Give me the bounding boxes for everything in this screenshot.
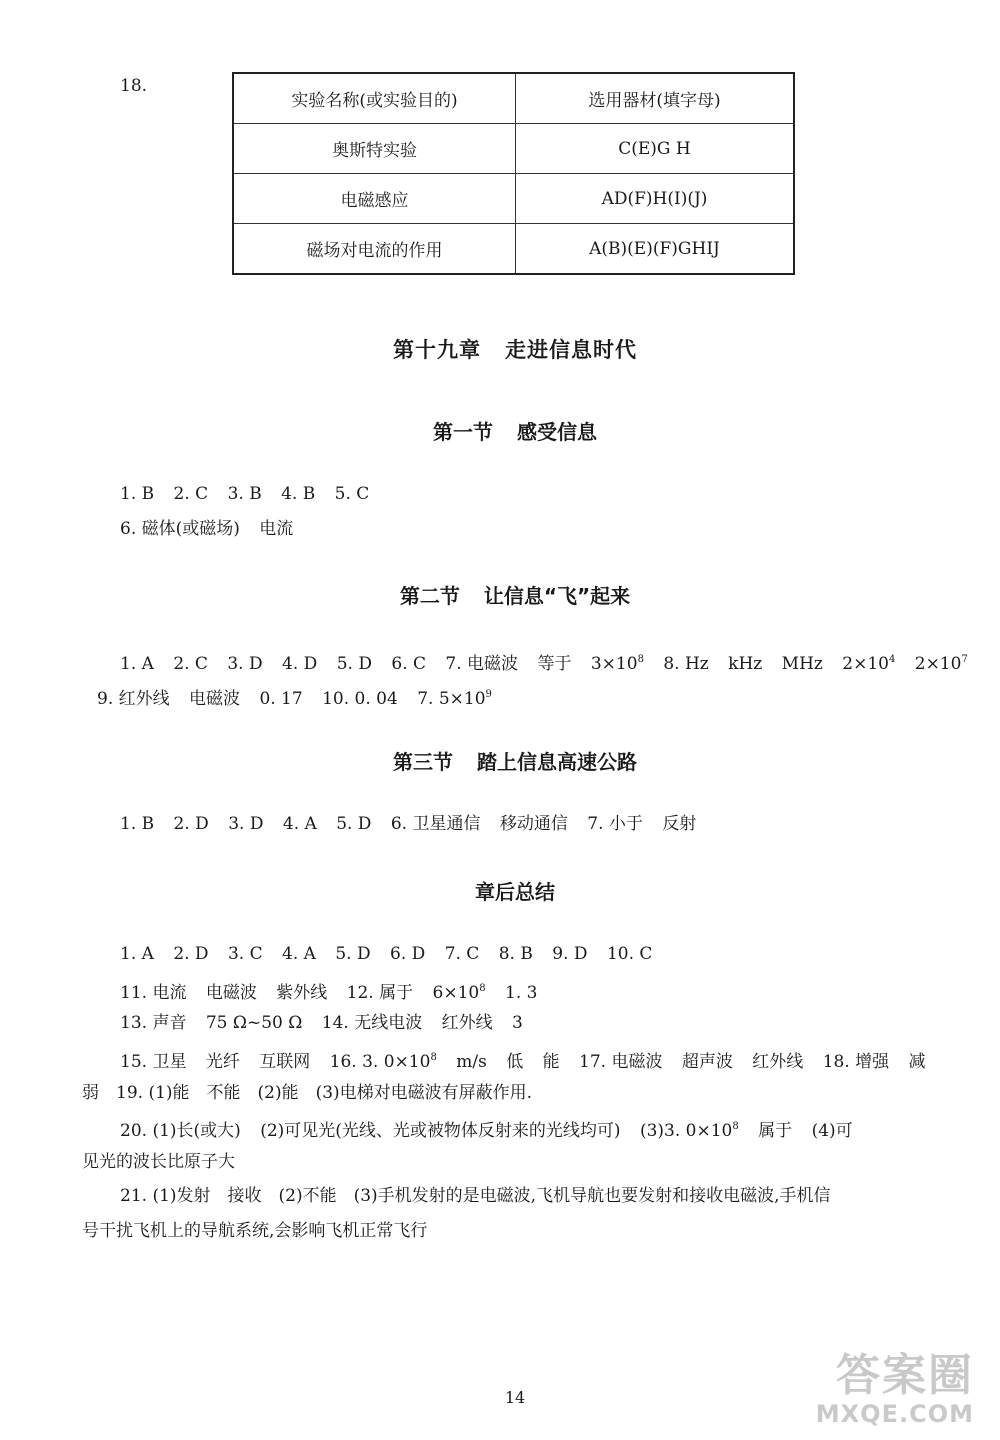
answer: 减	[908, 1052, 926, 1072]
answer: 7. 小于	[587, 814, 643, 834]
answer: 15. 卫星	[120, 1052, 187, 1072]
answer: 0. 17	[259, 689, 303, 709]
answer: 1. 3	[505, 983, 538, 1003]
table-row	[233, 174, 794, 224]
answer-line	[120, 977, 537, 1005]
watermark-text: 答案圈	[836, 1350, 974, 1401]
section-number: 第三节	[393, 750, 453, 774]
answer: 3. D	[228, 814, 264, 834]
answer-line	[120, 1115, 853, 1143]
answer: 低	[506, 1052, 524, 1072]
answer: 电流	[259, 519, 294, 539]
exponent: 9	[485, 689, 492, 700]
section-name: 踏上信息高速公路	[477, 750, 637, 774]
section-3-title	[0, 746, 1000, 775]
table-cell: C(E)G H	[516, 124, 795, 174]
section-number: 第一节	[433, 420, 493, 444]
answer: 4. D	[282, 654, 318, 674]
answer: 3. C	[227, 944, 263, 964]
answer-line	[120, 942, 652, 966]
answer: 3. D	[227, 654, 263, 674]
answer	[417, 689, 492, 709]
base: (3)3. 0×10	[639, 1121, 733, 1141]
answer: 2. C	[173, 654, 208, 674]
answer: 4. B	[281, 484, 316, 504]
answer-line	[120, 1011, 523, 1035]
answer: 7. 电磁波	[445, 654, 519, 674]
page-number: 14	[504, 1388, 526, 1407]
base: 3×10	[590, 654, 638, 674]
answer: 5. D	[336, 654, 372, 674]
answer: 2. C	[173, 484, 209, 504]
chapter-number: 第十九章	[393, 338, 481, 362]
answer: 9. 红外线	[97, 689, 170, 709]
table-header-cell: 选用器材(填字母)	[516, 73, 795, 124]
answer: 超声波	[681, 1052, 733, 1072]
answer: 4. A	[282, 944, 316, 964]
base: 16. 3. 0×10	[329, 1052, 431, 1072]
answer	[915, 654, 968, 674]
section-name: 让信息“飞”起来	[483, 584, 631, 608]
answer: 12. 属于	[346, 983, 414, 1003]
answer: 电磁波	[189, 689, 241, 709]
answer-line	[97, 683, 492, 711]
answer: (2)可见光(光线、光或被物体反射来的光线均可)	[260, 1121, 621, 1141]
answer	[842, 654, 895, 674]
exponent: 8	[479, 983, 486, 994]
answer: 1. A	[120, 654, 154, 674]
section-1-title	[0, 416, 1000, 445]
answer: 1. A	[120, 944, 154, 964]
answer: m/s	[456, 1052, 487, 1072]
answer: 属于	[758, 1121, 793, 1141]
table-header-row	[233, 73, 794, 124]
answer: 75 Ω~50 Ω	[205, 1013, 303, 1033]
exponent: 8	[732, 1121, 739, 1132]
answer-line: 号干扰飞机上的导航系统,会影响飞机正常飞行	[82, 1221, 428, 1241]
exponent: 4	[888, 654, 896, 665]
answer: 2. D	[173, 944, 209, 964]
answer: 反射	[662, 814, 697, 834]
answer: 能	[542, 1052, 560, 1072]
answer: 紫外线	[276, 983, 328, 1003]
answer: 6. 卫星通信	[390, 814, 481, 834]
answer: 6. 磁体(或磁场)	[120, 519, 240, 539]
answer	[330, 1052, 437, 1072]
answer: 10. 0. 04	[322, 689, 398, 709]
answer: 3. B	[227, 484, 262, 504]
answer-line	[120, 517, 293, 541]
answer: (4)可	[811, 1121, 853, 1141]
answer: 6. C	[391, 654, 427, 674]
answer	[591, 654, 644, 674]
answer: 1. B	[120, 814, 155, 834]
answer: 红外线	[752, 1052, 804, 1072]
answer: 红外线	[441, 1013, 493, 1033]
answer: 7. C	[444, 944, 480, 964]
chapter-title	[0, 334, 1000, 364]
base: 7. 5×10	[417, 689, 486, 709]
answer: 2. D	[173, 814, 209, 834]
base: 2×10	[842, 654, 889, 674]
answer: 互联网	[259, 1052, 311, 1072]
answer: 20. (1)长(或大)	[120, 1121, 241, 1141]
watermark-logo	[816, 1352, 974, 1428]
answer: MHz	[781, 654, 823, 674]
answer: 1. B	[120, 484, 155, 504]
answer: 5. D	[335, 944, 371, 964]
experiment-table	[232, 72, 795, 275]
answer-line	[120, 1046, 926, 1074]
answer-line	[120, 812, 696, 836]
answer: 移动通信	[499, 814, 568, 834]
watermark-url: MXQE.COM	[815, 1400, 974, 1428]
table-row	[233, 124, 794, 174]
answer: 5. C	[334, 484, 370, 504]
exponent: 7	[961, 654, 968, 665]
answer: kHz	[728, 654, 763, 674]
answer: 光纤	[205, 1052, 240, 1072]
answer-line	[120, 648, 968, 676]
answer: 14. 无线电波	[321, 1013, 423, 1033]
table-cell: 奥斯特实验	[233, 124, 516, 174]
table-cell: 电磁感应	[233, 174, 516, 224]
exponent: 8	[430, 1052, 437, 1063]
exponent: 8	[637, 654, 644, 665]
table-row	[233, 224, 794, 275]
answer: 4. A	[282, 814, 317, 834]
answer: 3	[512, 1013, 523, 1033]
table-cell: A(B)(E)(F)GHIJ	[516, 224, 795, 275]
section-name: 感受信息	[517, 420, 597, 444]
answer: 电磁波	[205, 983, 257, 1003]
answer: 8. B	[498, 944, 533, 964]
answer: 13. 声音	[120, 1013, 187, 1033]
table-cell: AD(F)H(I)(J)	[516, 174, 795, 224]
answer-line: 21. (1)发射 接收 (2)不能 (3)手机发射的是电磁波,飞机导航也要发射和接收电磁波,手机信	[120, 1186, 831, 1206]
answer-line: 见光的波长比原子大	[82, 1152, 235, 1172]
answer: 10. C	[606, 944, 653, 964]
base: 2×10	[914, 654, 962, 674]
chapter-name: 走进信息时代	[505, 338, 637, 362]
answer: 17. 电磁波	[579, 1052, 663, 1072]
section-number: 第二节	[399, 584, 460, 608]
answer-line: 弱 19. (1)能 不能 (2)能 (3)电梯对电磁波有屏蔽作用.	[82, 1083, 533, 1103]
section-2-title	[0, 580, 1000, 609]
table-cell: 磁场对电流的作用	[233, 224, 516, 275]
answer: 11. 电流	[120, 983, 187, 1003]
answer: 6. D	[390, 944, 426, 964]
answer	[433, 983, 486, 1003]
question-18-label: 18.	[120, 76, 148, 96]
answer-line	[120, 482, 369, 506]
answer: 9. D	[552, 944, 588, 964]
table-header-cell: 实验名称(或实验目的)	[233, 73, 516, 124]
base: 6×10	[432, 983, 480, 1003]
answer: 5. D	[336, 814, 372, 834]
summary-title: 章后总结	[475, 880, 555, 904]
answer: 等于	[537, 654, 572, 674]
answer	[640, 1121, 739, 1141]
answer: 8. Hz	[663, 654, 709, 674]
answer: 18. 增强	[822, 1052, 890, 1072]
